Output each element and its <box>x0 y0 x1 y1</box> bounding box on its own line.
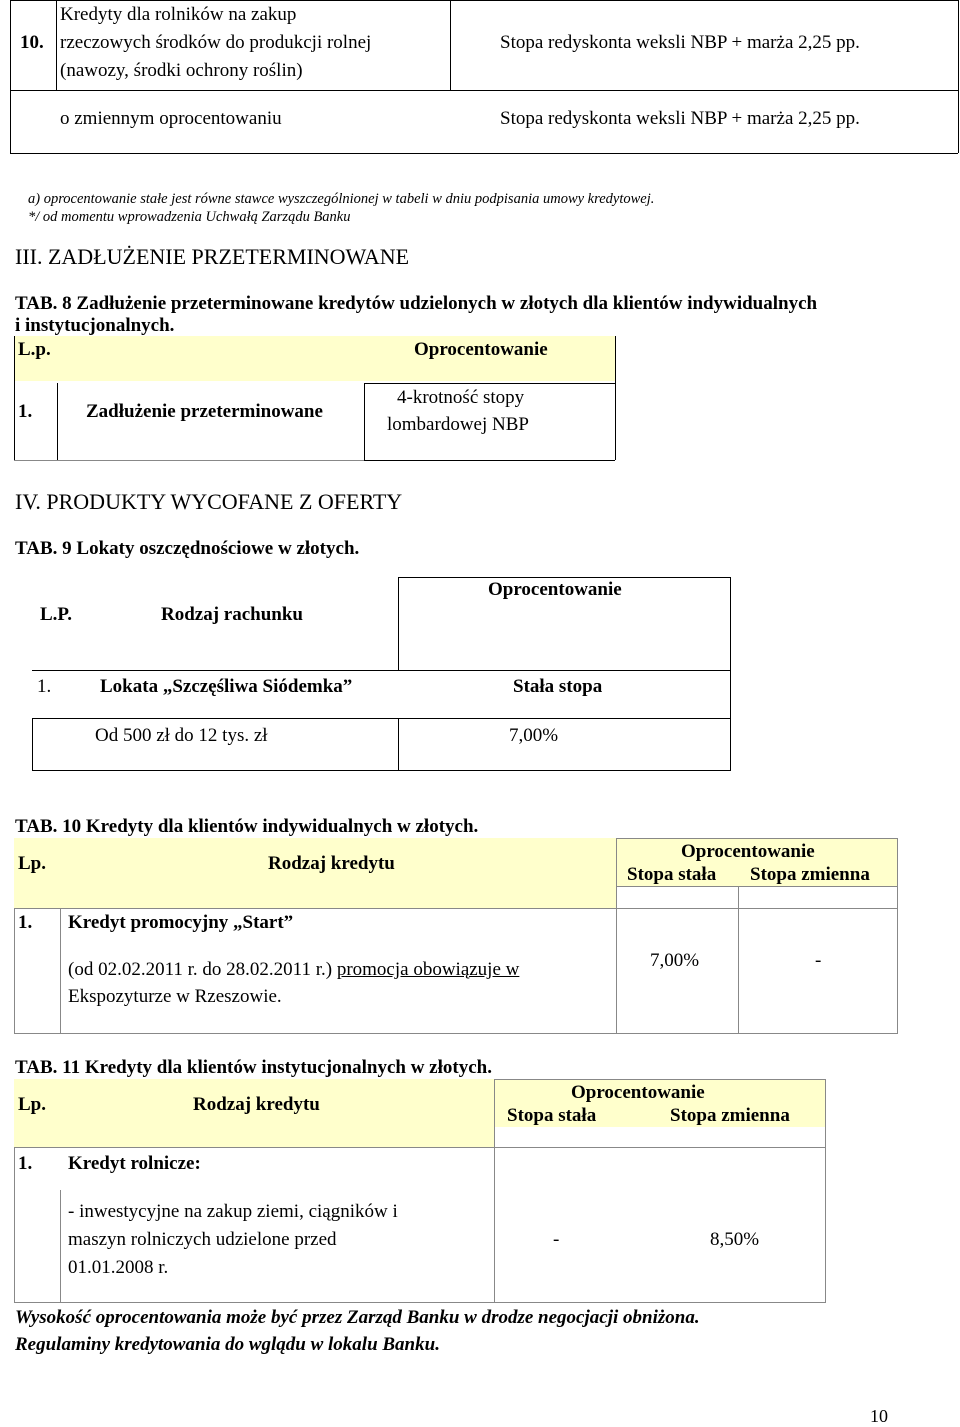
loan-detail: maszyn rolniczych udzielone przed <box>68 1229 337 1250</box>
loan-detail: - inwestycyjne na zakup ziemi, ciągników i <box>68 1201 398 1222</box>
section-heading: III. ZADŁUŻENIE PRZETERMINOWANE <box>15 244 410 269</box>
note-star: */ od momentu wprowadzenia Uchwałą Zarządu Banku <box>28 209 351 225</box>
rate-line: 4-krotność stopy <box>397 387 525 408</box>
table-caption: TAB. 10 Kredyty dla klientów indywidualnych w złotych. <box>15 816 479 837</box>
table-caption-line: TAB. 8 Zadłużenie przeterminowane kredytów udzielonych w złotych dla klientów indywidualnych <box>15 293 818 314</box>
table-caption: TAB. 9 Lokaty oszczędnościowe w złotych. <box>15 538 360 559</box>
rate-cell: Stopa redyskonta weksli NBP + marża 2,25 pp. <box>500 108 860 129</box>
loan-name: Kredyt rolnicze: <box>68 1153 201 1174</box>
fixed-rate: 7,00% <box>650 950 700 971</box>
header-variable: Stopa zmienna <box>750 864 870 885</box>
variable-rate: - <box>815 950 822 971</box>
note-a: a) oprocentowanie stałe jest równe stawce wyszczególnionej w tabeli w dniu podpisania umowy kredytowej. <box>28 191 655 207</box>
header-lp: L.p. <box>18 339 51 360</box>
row-description: Zadłużenie przeterminowane <box>86 401 323 422</box>
loan-detail: 01.01.2008 r. <box>68 1257 169 1278</box>
header-fixed: Stopa stała <box>507 1105 597 1126</box>
header-highlight <box>14 1127 494 1147</box>
row-number: 10. <box>20 32 44 53</box>
row-number: 1. <box>18 401 33 422</box>
header-rate: Oprocentowanie <box>571 1082 705 1103</box>
rate-cell: Stopa redyskonta weksli NBP + marża 2,25 pp. <box>500 32 860 53</box>
header-rate: Oprocentowanie <box>414 339 548 360</box>
loan-detail: Ekspozyturze w Rzeszowie. <box>68 986 282 1007</box>
table-caption: TAB. 11 Kredyty dla klientów instytucjonalnych w złotych. <box>15 1057 492 1078</box>
deposit-name: Lokata „Szczęśliwa Siódemka” <box>100 676 353 697</box>
header-highlight <box>14 886 616 908</box>
fixed-rate: - <box>553 1229 560 1250</box>
header-lp: Lp. <box>18 853 46 874</box>
page-number: 10 <box>870 1406 888 1426</box>
row-description: o zmiennym oprocentowaniu <box>60 108 282 129</box>
loan-name: Kredyt promocyjny „Start” <box>68 912 294 933</box>
header-lp: Lp. <box>18 1094 46 1115</box>
header-type: Rodzaj kredytu <box>193 1094 320 1115</box>
amount-range: Od 500 zł do 12 tys. zł <box>95 725 268 746</box>
rate-value: 7,00% <box>509 725 559 746</box>
row-number: 1. <box>37 676 52 697</box>
section-heading: IV. PRODUKTY WYCOFANE Z OFERTY <box>15 489 403 514</box>
header-rate: Oprocentowanie <box>488 579 622 600</box>
header-type: Rodzaj rachunku <box>161 604 303 625</box>
row-number: 1. <box>18 1153 33 1174</box>
rate-type: Stała stopa <box>513 676 603 697</box>
loan-detail <box>68 958 519 982</box>
header-variable: Stopa zmienna <box>670 1105 790 1126</box>
loan-detail-dates: (od 02.02.2011 r. do 28.02.2011 r.) <box>68 959 333 980</box>
rate-line: lombardowej NBP <box>387 414 529 435</box>
row-number: 1. <box>18 912 33 933</box>
footer-note: Regulaminy kredytowania do wglądu w lokalu Banku. <box>15 1334 440 1355</box>
header-type: Rodzaj kredytu <box>268 853 395 874</box>
row-description-line: Kredyty dla rolników na zakup <box>60 4 297 25</box>
row-description-line: (nawozy, środki ochrony roślin) <box>60 60 303 81</box>
variable-rate: 8,50% <box>710 1229 760 1250</box>
header-rate: Oprocentowanie <box>681 841 815 862</box>
loan-detail-note: promocja obowiązuje w <box>336 959 520 980</box>
row-description-line: rzeczowych środków do produkcji rolnej <box>60 32 372 53</box>
header-fixed: Stopa stała <box>627 864 717 885</box>
footer-note: Wysokość oprocentowania może być przez Zarząd Banku w drodze negocjacji obniżona. <box>15 1307 700 1328</box>
header-lp: L.P. <box>40 604 73 625</box>
table-caption-line: i instytucjonalnych. <box>15 315 175 336</box>
